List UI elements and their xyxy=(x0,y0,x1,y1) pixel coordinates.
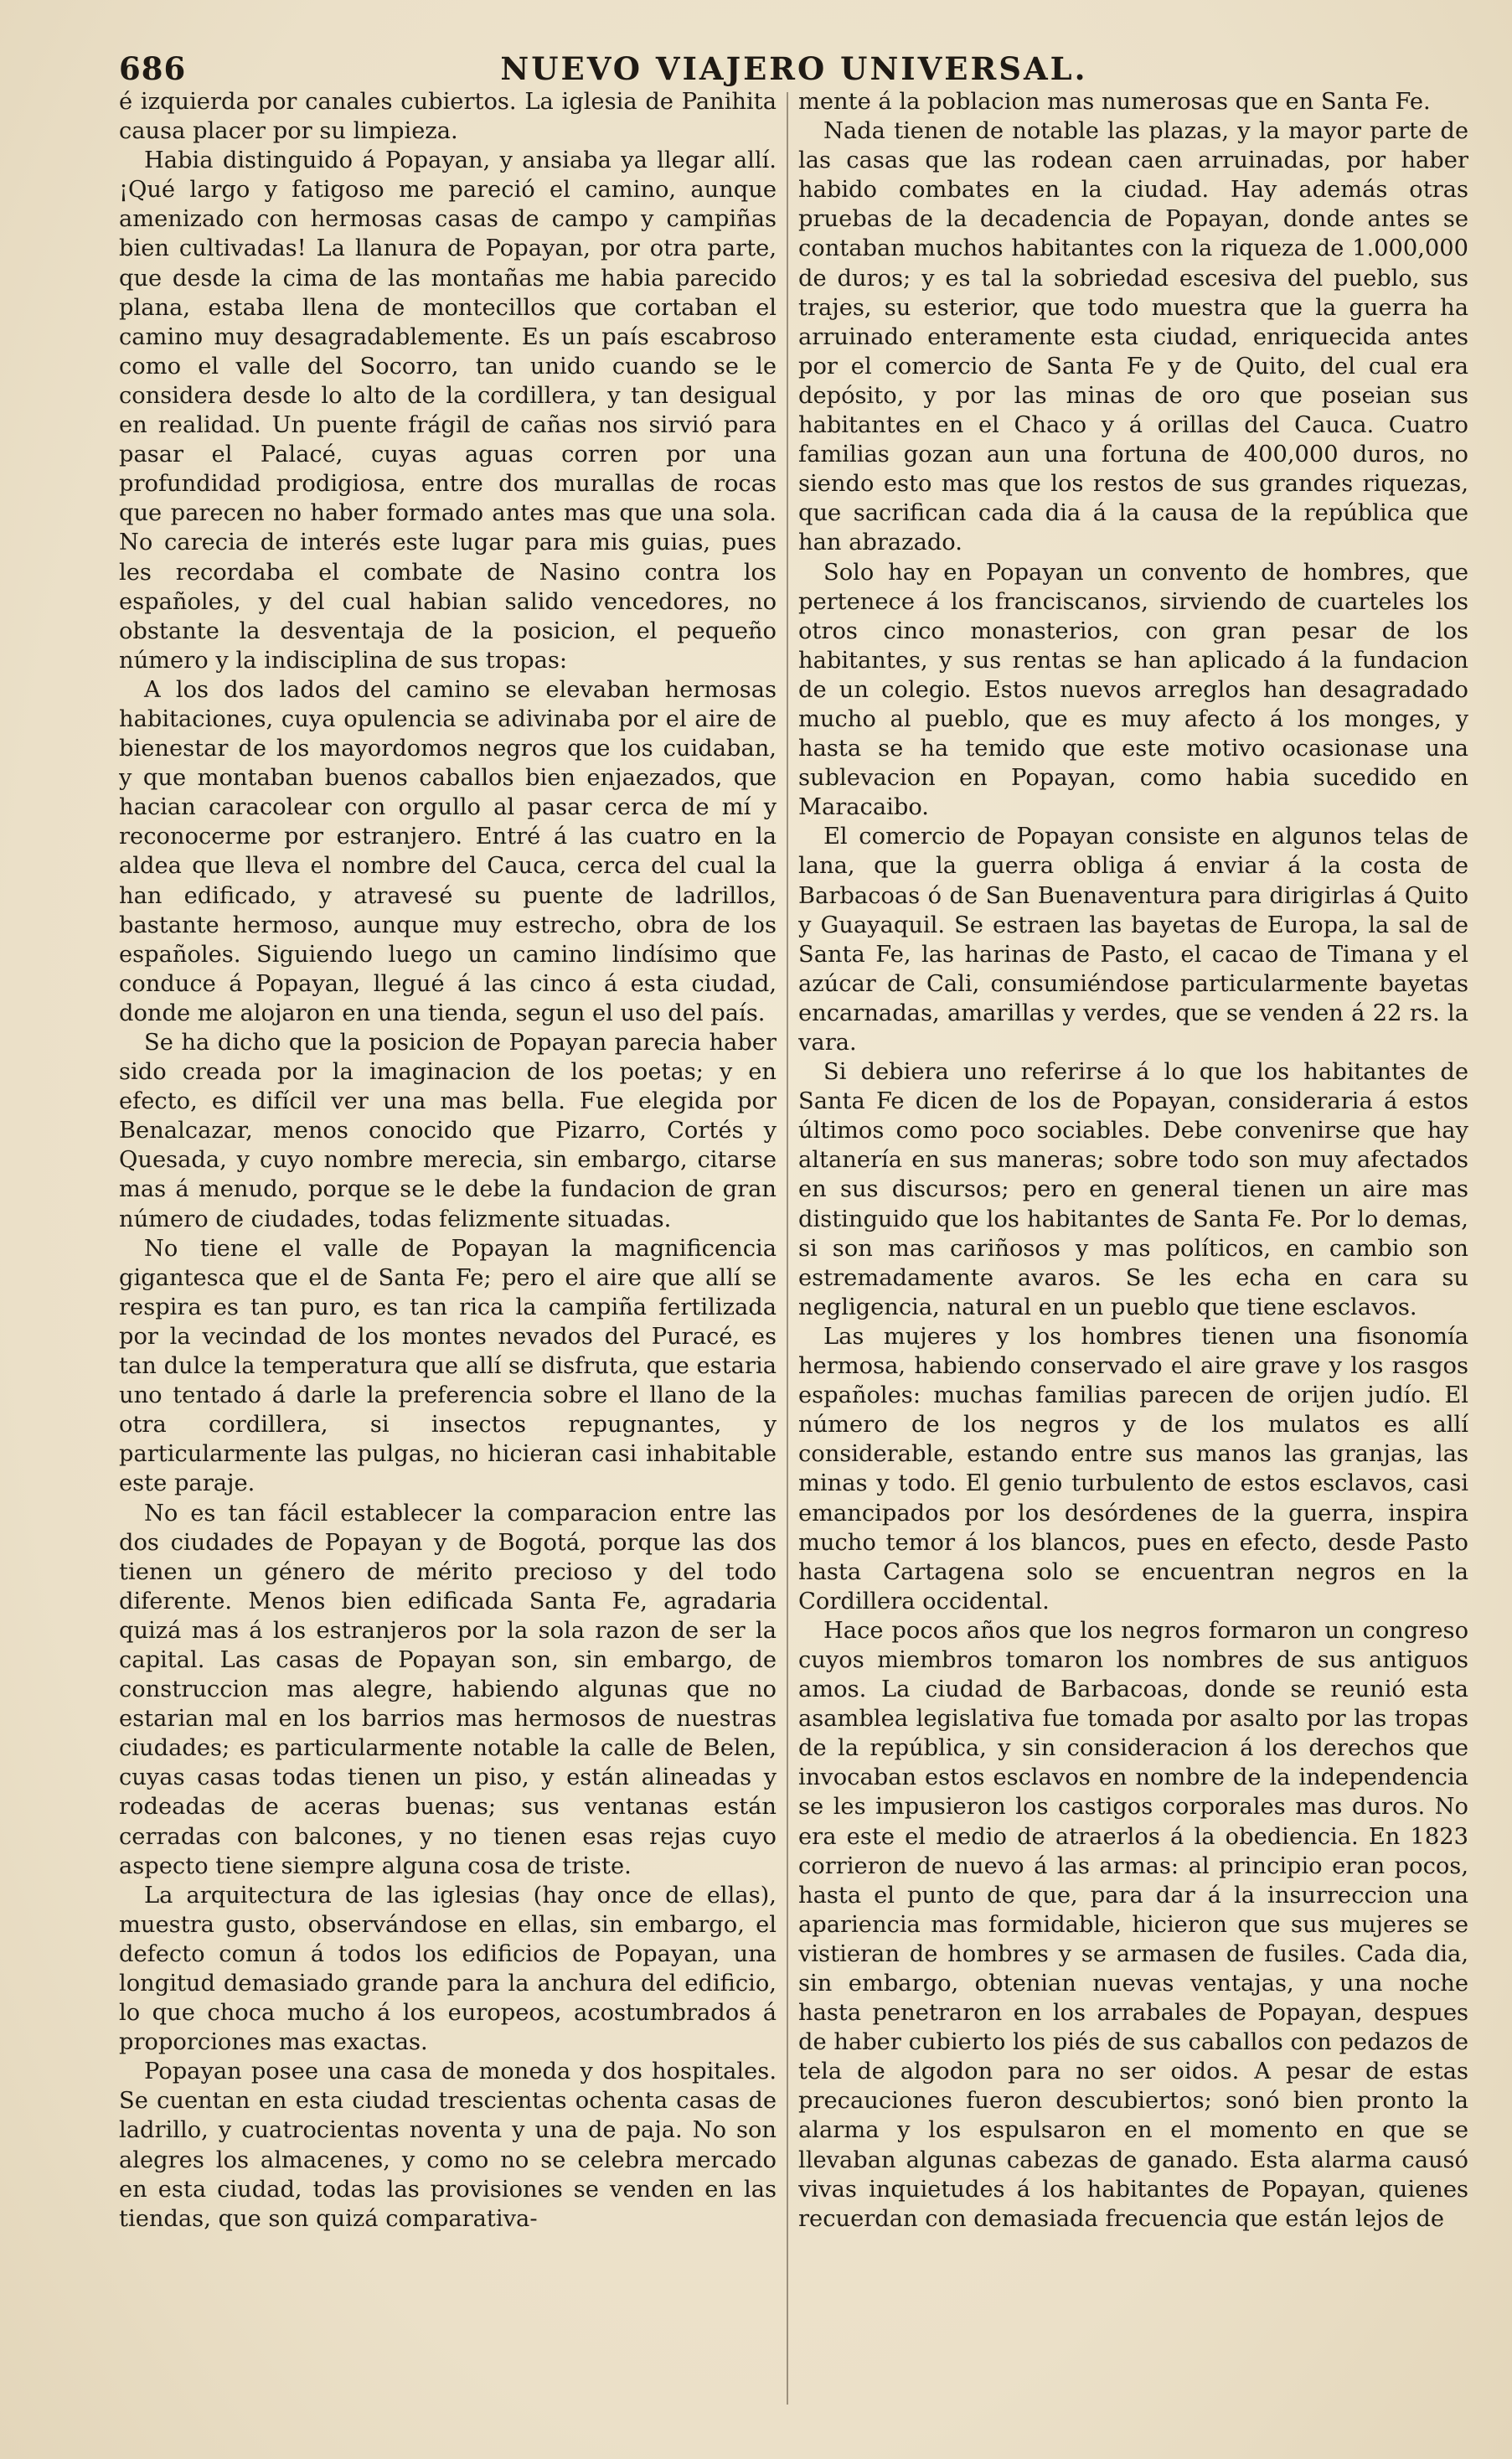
paragraph: é izquierda por canales cubiertos. La iglesia de Panihita causa placer por su limpieza. xyxy=(119,89,777,145)
page-number: 686 xyxy=(119,50,187,87)
paragraph: A los dos lados del camino se elevaban hermosas habitaciones, cuya opulencia se adivinaba por el aire de bienestar de los mayordomos negros que los cuidaban, y que montaban buenos caballos bien enjaezados, que hacian caracolear con orgullo al pasar cerca de mí y reconocerme por estranjero. Entré á las cuatro en la aldea que lleva el nombre del Cauca, cerca del cual la han edificado, y atravesé su puente de ladrillos, bastante hermoso, aunque muy estrecho, obra de los españoles. Siguiendo luego un camino lindísimo que conduce á Popayan, llegué á las cinco á esta ciudad, donde me alojaron en una tienda, segun el uso del país. xyxy=(119,676,777,1026)
paragraph: La arquitectura de las iglesias (hay once de ellas), muestra gusto, observándose en ellas, sin embargo, el defecto comun á todos los edificios de Popayan, una longitud demasiado grande para la anchura del edificio, lo que choca mucho á los europeos, acostumbrados á proporciones mas exactas. xyxy=(119,1882,777,2056)
column-divider xyxy=(787,92,788,2405)
right-column xyxy=(798,87,1468,2425)
paragraph: Se ha dicho que la posicion de Popayan parecia haber sido creada por la imaginacion de los poetas; y en efecto, es difícil ver una mas bella. Fue elegida por Benalcazar, menos conocido que Pizarro, Cortés y Quesada, y cuyo nombre merecia, sin embargo, citarse mas á menudo, porque se le debe la fundacion de gran número de ciudades, todas felizmente situadas. xyxy=(119,1030,777,1232)
left-column xyxy=(119,87,777,2425)
paragraph: mente á la poblacion mas numerosas que en Santa Fe. xyxy=(798,89,1431,115)
paragraph: No tiene el valle de Popayan la magnificencia gigantesca que el de Santa Fe; pero el aire que allí se respira es tan puro, es tan rica la campiña fertilizada por la vecindad de los montes nevados del Puracé, es tan dulce la temperatura que allí se disfruta, que estaria uno tentado á darle la preferencia sobre el llano de la otra cordillera, si insectos repugnantes, y particularmente las pulgas, no hicieran casi inhabitable este paraje. xyxy=(119,1235,777,1497)
paragraph: Si debiera uno referirse á lo que los habitantes de Santa Fe dicen de los de Popayan, consideraria á estos últimos como poco sociables. Debe convenirse que hay altanería en sus maneras; sobre todo son muy afectados en sus discursos; pero en general tienen un aire mas distinguido que los habitantes de Santa Fe. Por lo demas, si son mas cariñosos y mas políticos, en cambio son estremadamente avaros. Se les echa en cara su negligencia, natural en un pueblo que tiene esclavos. xyxy=(798,1059,1468,1320)
paragraph: Popayan posee una casa de moneda y dos hospitales. Se cuentan en esta ciudad trescientas ochenta casas de ladrillo, y cuatrocientas noventa y una de paja. No son alegres los almacenes, y como no se celebra mercado en esta ciudad, todas las provisiones se venden en las tiendas, que son quizá comparativa- xyxy=(119,2059,777,2232)
paragraph: Nada tienen de notable las plazas, y la mayor parte de las casas que las rodean caen arruinadas, por haber habido combates en la ciudad. Hay además otras pruebas de la decadencia de Popayan, donde antes se contaban muchos habitantes con la riqueza de 1.000,000 de duros; y es tal la sobriedad escesiva del pueblo, sus trajes, su esterior, que todo muestra que la guerra ha arruinado enteramente esta ciudad, enriquecida antes por el comercio de Santa Fe y de Quito, del cual era depósito, y por las minas de oro que poseian sus habitantes en el Chaco y á orillas del Cauca. Cuatro familias gozan aun una fortuna de 400,000 duros, no siendo esto mas que los restos de sus grandes riquezas, que sacrifican cada dia á la causa de la república que han abrazado. xyxy=(798,118,1468,556)
paragraph: El comercio de Popayan consiste en algunos telas de lana, que la guerra obliga á enviar á la costa de Barbacoas ó de San Buenaventura para dirigirlas á Quito y Guayaquil. Se estraen las bayetas de Europa, la sal de Santa Fe, las harinas de Pasto, el cacao de Timana y el azúcar de Cali, consumiéndose particularmente bayetas encarnadas, amarillas y verdes, que se venden á 22 rs. la vara. xyxy=(798,824,1468,1056)
page-header xyxy=(119,45,1469,87)
paragraph: No es tan fácil establecer la comparacion entre las dos ciudades de Popayan y de Bogotá, porque las dos tienen un género de mérito precioso y del todo diferente. Menos bien edificada Santa Fe, agradaria quizá mas á los estranjeros por la sola razon de ser la capital. Las casas de Popayan son, sin embargo, de construccion mas alegre, habiendo algunas que no estarian mal en los barrios mas hermosos de nuestras ciudades; es particularmente notable la calle de Belen, cuyas casas todas tienen un piso, y están alineadas y rodeadas de aceras buenas; sus ventanas están cerradas con balcones, y no tienen esas rejas cuyo aspecto tiene siempre alguna cosa de triste. xyxy=(119,1500,777,1879)
paragraph: Hace pocos años que los negros formaron un congreso cuyos miembros tomaron los nombres de sus antiguos amos. La ciudad de Barbacoas, donde se reunió esta asamblea legislativa fue tomada por asalto por las tropas de la república, y sin consideracion á los derechos que invocaban estos esclavos en nombre de la independencia se les impusieron los castigos corporales mas duros. No era este el medio de atraerlos á la obediencia. En 1823 corrieron de nuevo á las armas: al principio eran pocos, hasta el punto de que, para dar á la insurreccion una apariencia mas formidable, hicieron que sus mujeres se vistieran de hombres y se armasen de fusiles. Cada dia, sin embargo, obtenian nuevas ventajas, y una noche hasta penetraron en los arrabales de Popayan, despues de haber cubierto los piés de sus caballos con pedazos de tela de algodon para no ser oidos. A pesar de estas precauciones fueron descubiertos; sonó bien pronto la alarma y los espulsaron en el momento en que se llevaban algunas cabezas de ganado. Esta alarma causó vivas inquietudes á los habitantes de Popayan, quienes recuerdan con demasiada frecuencia que están lejos de xyxy=(798,1617,1468,2232)
paragraph: Solo hay en Popayan un convento de hombres, que pertenece á los franciscanos, sirviendo de cuarteles los otros cinco monasterios, con gran pesar de los habitantes, y sus rentas se han aplicado á la fundacion de un colegio. Estos nuevos arreglos han desagradado mucho al pueblo, que es muy afecto á los monges, y hasta se ha temido que este motivo ocasionase una sublevacion en Popayan, como habia sucedido en Maracaibo. xyxy=(798,559,1468,821)
paragraph: Las mujeres y los hombres tienen una fisonomía hermosa, habiendo conservado el aire grave y los rasgos españoles: muchas familias parecen de orijen judío. El número de los negros y de los mulatos es allí considerable, estando entre sus manos las granjas, las minas y todo. El genio turbulento de estos esclavos, casi emancipados por los desórdenes de la guerra, inspira mucho temor á los blancos, pues en efecto, desde Pasto hasta Cartagena solo se encuentran negros en la Cordillera occidental. xyxy=(798,1323,1468,1614)
paragraph: Habia distinguido á Popayan, y ansiaba ya llegar allí. ¡Qué largo y fatigoso me pareció el camino, aunque amenizado con hermosas casas de campo y campiñas bien cultivadas! La llanura de Popayan, por otra parte, que desde la cima de las montañas me habia parecido plana, estaba llena de montecillos que cortaban el camino muy desagradablemente. Es un país escabroso como el valle del Socorro, tan unido cuando se le considera desde lo alto de la cordillera, y tan desigual en realidad. Un puente frágil de cañas nos sirvió para pasar el Palacé, cuyas aguas corren por una profundidad prodigiosa, entre dos murallas de rocas que parecen no haber formado antes mas que una sola. No carecia de interés este lugar para mis guias, pues les recordaba el combate de Nasino contra los españoles, y del cual habian salido vencedores, no obstante la desventaja de la posicion, el pequeño número y la indisciplina de sus tropas: xyxy=(119,147,777,674)
running-title: NUEVO VIAJERO UNIVERSAL. xyxy=(500,50,1088,87)
